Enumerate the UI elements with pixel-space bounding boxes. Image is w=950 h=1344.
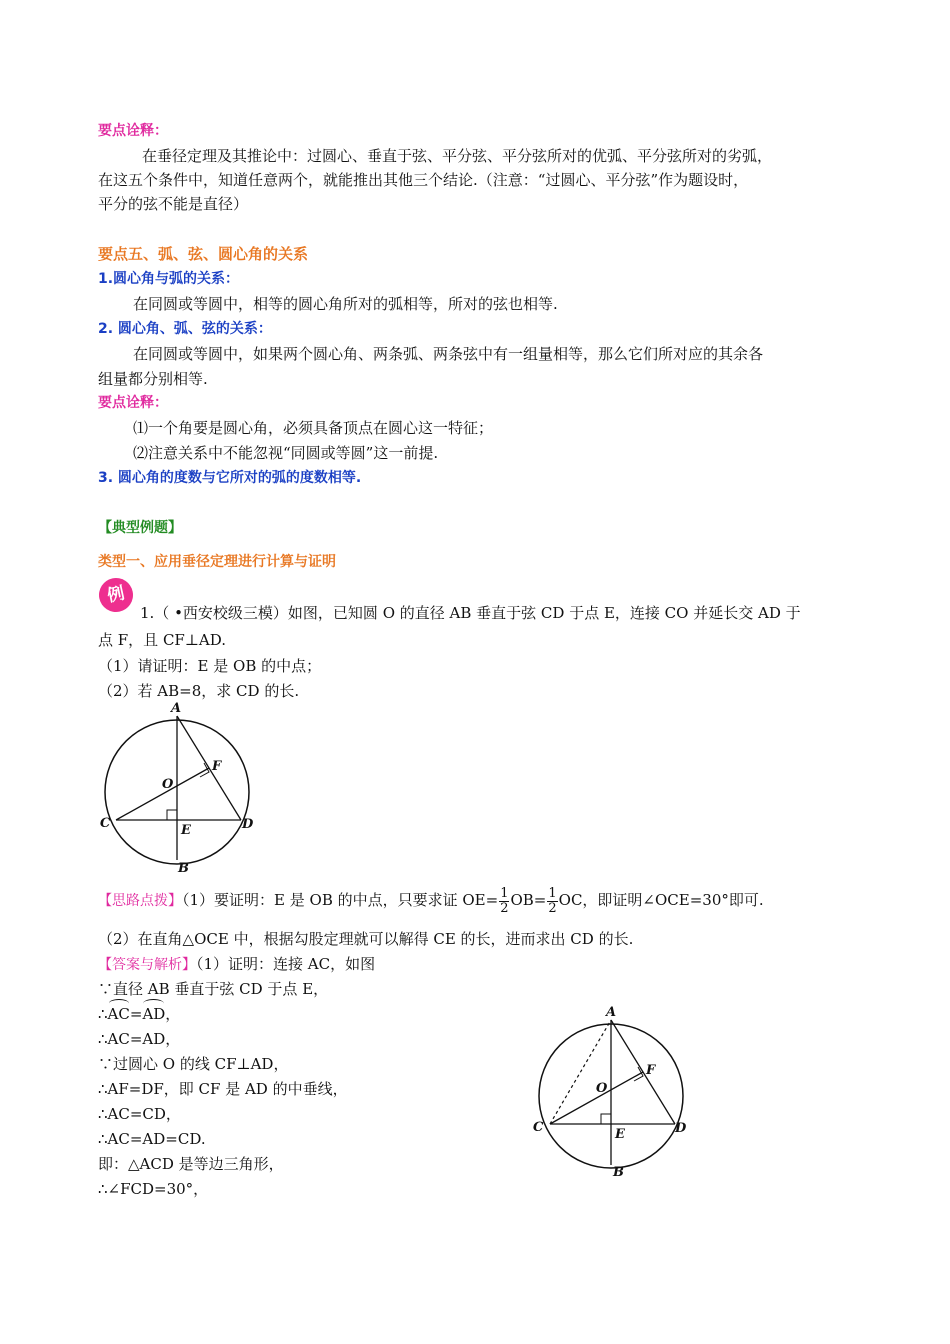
label-o: O bbox=[596, 1081, 608, 1096]
hint-tag: 【思路点拨】 bbox=[98, 893, 182, 909]
circle-figure-1 bbox=[98, 700, 268, 875]
label-f: F bbox=[646, 1063, 656, 1078]
label-c: C bbox=[533, 1120, 544, 1135]
proof-step-4: ∵过圆心 O 的线 CF⊥AD， bbox=[98, 1055, 289, 1073]
fraction-numerator: 1 bbox=[548, 885, 557, 901]
note-heading-2: 要点诠释： bbox=[98, 395, 168, 411]
note-item-2: ⑵注意关系中不能忽视“同圆或等圆”这一前提. bbox=[133, 444, 439, 462]
item-3-title: 3. 圆心角的度数与它所对的弧的度数相等. bbox=[98, 470, 362, 486]
fraction-half bbox=[499, 887, 509, 916]
fraction-denominator: 2 bbox=[500, 900, 509, 916]
item-2-title: 2. 圆心角、弧、弦的关系： bbox=[98, 321, 272, 337]
fraction-numerator: 1 bbox=[500, 885, 509, 901]
therefore-symbol: ∴ bbox=[98, 1005, 108, 1023]
label-d: D bbox=[242, 817, 254, 832]
note-item-1: ⑴一个角要是圆心角，必须具备顶点在圆心这一特征； bbox=[133, 419, 494, 437]
label-a: A bbox=[171, 701, 182, 716]
hint-text-b: OB= bbox=[510, 891, 547, 909]
note-heading-1: 要点诠释： bbox=[98, 123, 168, 139]
example-badge: 例 bbox=[96, 575, 136, 615]
proof-step-1: ∵直径 AB 垂直于弦 CD 于点 E， bbox=[98, 980, 329, 998]
answer-intro-line bbox=[98, 954, 375, 975]
hint-line-1 bbox=[98, 882, 764, 920]
examples-heading: 【典型例题】 bbox=[98, 520, 182, 536]
proof-step-7: ∴AC=AD=CD. bbox=[98, 1130, 206, 1148]
label-c: C bbox=[100, 816, 111, 831]
item-2-text-line-2: 组量都分别相等. bbox=[98, 370, 208, 388]
arc-ad: AD bbox=[142, 1005, 166, 1023]
line-cf bbox=[116, 768, 209, 820]
label-b: B bbox=[178, 861, 189, 875]
circle-figure-2 bbox=[532, 1000, 697, 1180]
arc-ac: AC bbox=[107, 1005, 130, 1023]
proof-step-8: 即：△ACD 是等边三角形， bbox=[98, 1155, 284, 1173]
label-b: B bbox=[613, 1165, 624, 1180]
question-line-2: 点 F，且 CF⊥AD. bbox=[98, 631, 227, 649]
type-1-title: 类型一、应用垂径定理进行计算与证明 bbox=[98, 554, 336, 570]
dashed-ac bbox=[550, 1020, 611, 1124]
proof-step-3: ∴AC=AD， bbox=[98, 1030, 181, 1048]
label-f: F bbox=[212, 759, 222, 774]
right-angle-e bbox=[167, 810, 177, 820]
item-1-text: 在同圆或等圆中，相等的圆心角所对的弧相等，所对的弦也相等. bbox=[133, 295, 558, 313]
answer-tag: 【答案与解析】 bbox=[98, 957, 196, 973]
line-cf bbox=[550, 1072, 643, 1124]
hint-line-2: （2）在直角△OCE 中，根据勾股定理就可以解得 CE 的长，进而求出 CD 的长. bbox=[98, 930, 634, 948]
paragraph-line: 在垂径定理及其推论中：过圆心、垂直于弦、平分弦、平分弦所对的优弧、平分弦所对的劣弧， bbox=[142, 147, 773, 165]
item-1-title: 1.圆心角与弧的关系： bbox=[98, 271, 240, 287]
question-part-2: （2）若 AB=8，求 CD 的长. bbox=[98, 682, 300, 700]
proof-step-9: ∴∠FCD=30°， bbox=[98, 1180, 209, 1198]
fraction-denominator: 2 bbox=[548, 900, 557, 916]
fraction-half bbox=[547, 887, 557, 916]
question-part-1: （1）请证明：E 是 OB 的中点； bbox=[98, 657, 322, 675]
item-2-text-line-1: 在同圆或等圆中，如果两个圆心角、两条弧、两条弦中有一组量相等，那么它们所对应的其余各 bbox=[133, 345, 764, 363]
proof-step-2 bbox=[98, 1004, 180, 1024]
paragraph-line: 在这五个条件中，知道任意两个，就能推出其他三个结论.（注意：“过圆心、平分弦”作为题设时， bbox=[98, 171, 749, 189]
label-e: E bbox=[181, 823, 191, 838]
answer-intro: （1）证明：连接 AC，如图 bbox=[196, 955, 376, 973]
label-o: O bbox=[162, 777, 174, 792]
proof-step-5: ∴AF=DF，即 CF 是 AD 的中垂线， bbox=[98, 1080, 348, 1098]
label-a: A bbox=[606, 1005, 617, 1020]
hint-text-a: （1）要证明：E 是 OB 的中点，只要求证 OE= bbox=[182, 891, 499, 909]
hint-text-c: OC，即证明∠OCE=30°即可. bbox=[558, 891, 764, 909]
question-line-1: 1.（ •西安校级三模）如图，已知圆 O 的直径 AB 垂直于弦 CD 于点 E，连接 CO 并延长交 AD 于 bbox=[140, 604, 801, 622]
right-angle-e bbox=[601, 1114, 611, 1124]
comma: ， bbox=[165, 1005, 181, 1023]
paragraph-line: 平分的弦不能是直径） bbox=[98, 195, 249, 213]
label-d: D bbox=[675, 1121, 687, 1136]
proof-step-6: ∴AC=CD， bbox=[98, 1105, 181, 1123]
section-title-5: 要点五、弧、弦、圆心角的关系 bbox=[98, 245, 309, 263]
label-e: E bbox=[615, 1127, 625, 1142]
equals-sign: = bbox=[129, 1005, 143, 1023]
